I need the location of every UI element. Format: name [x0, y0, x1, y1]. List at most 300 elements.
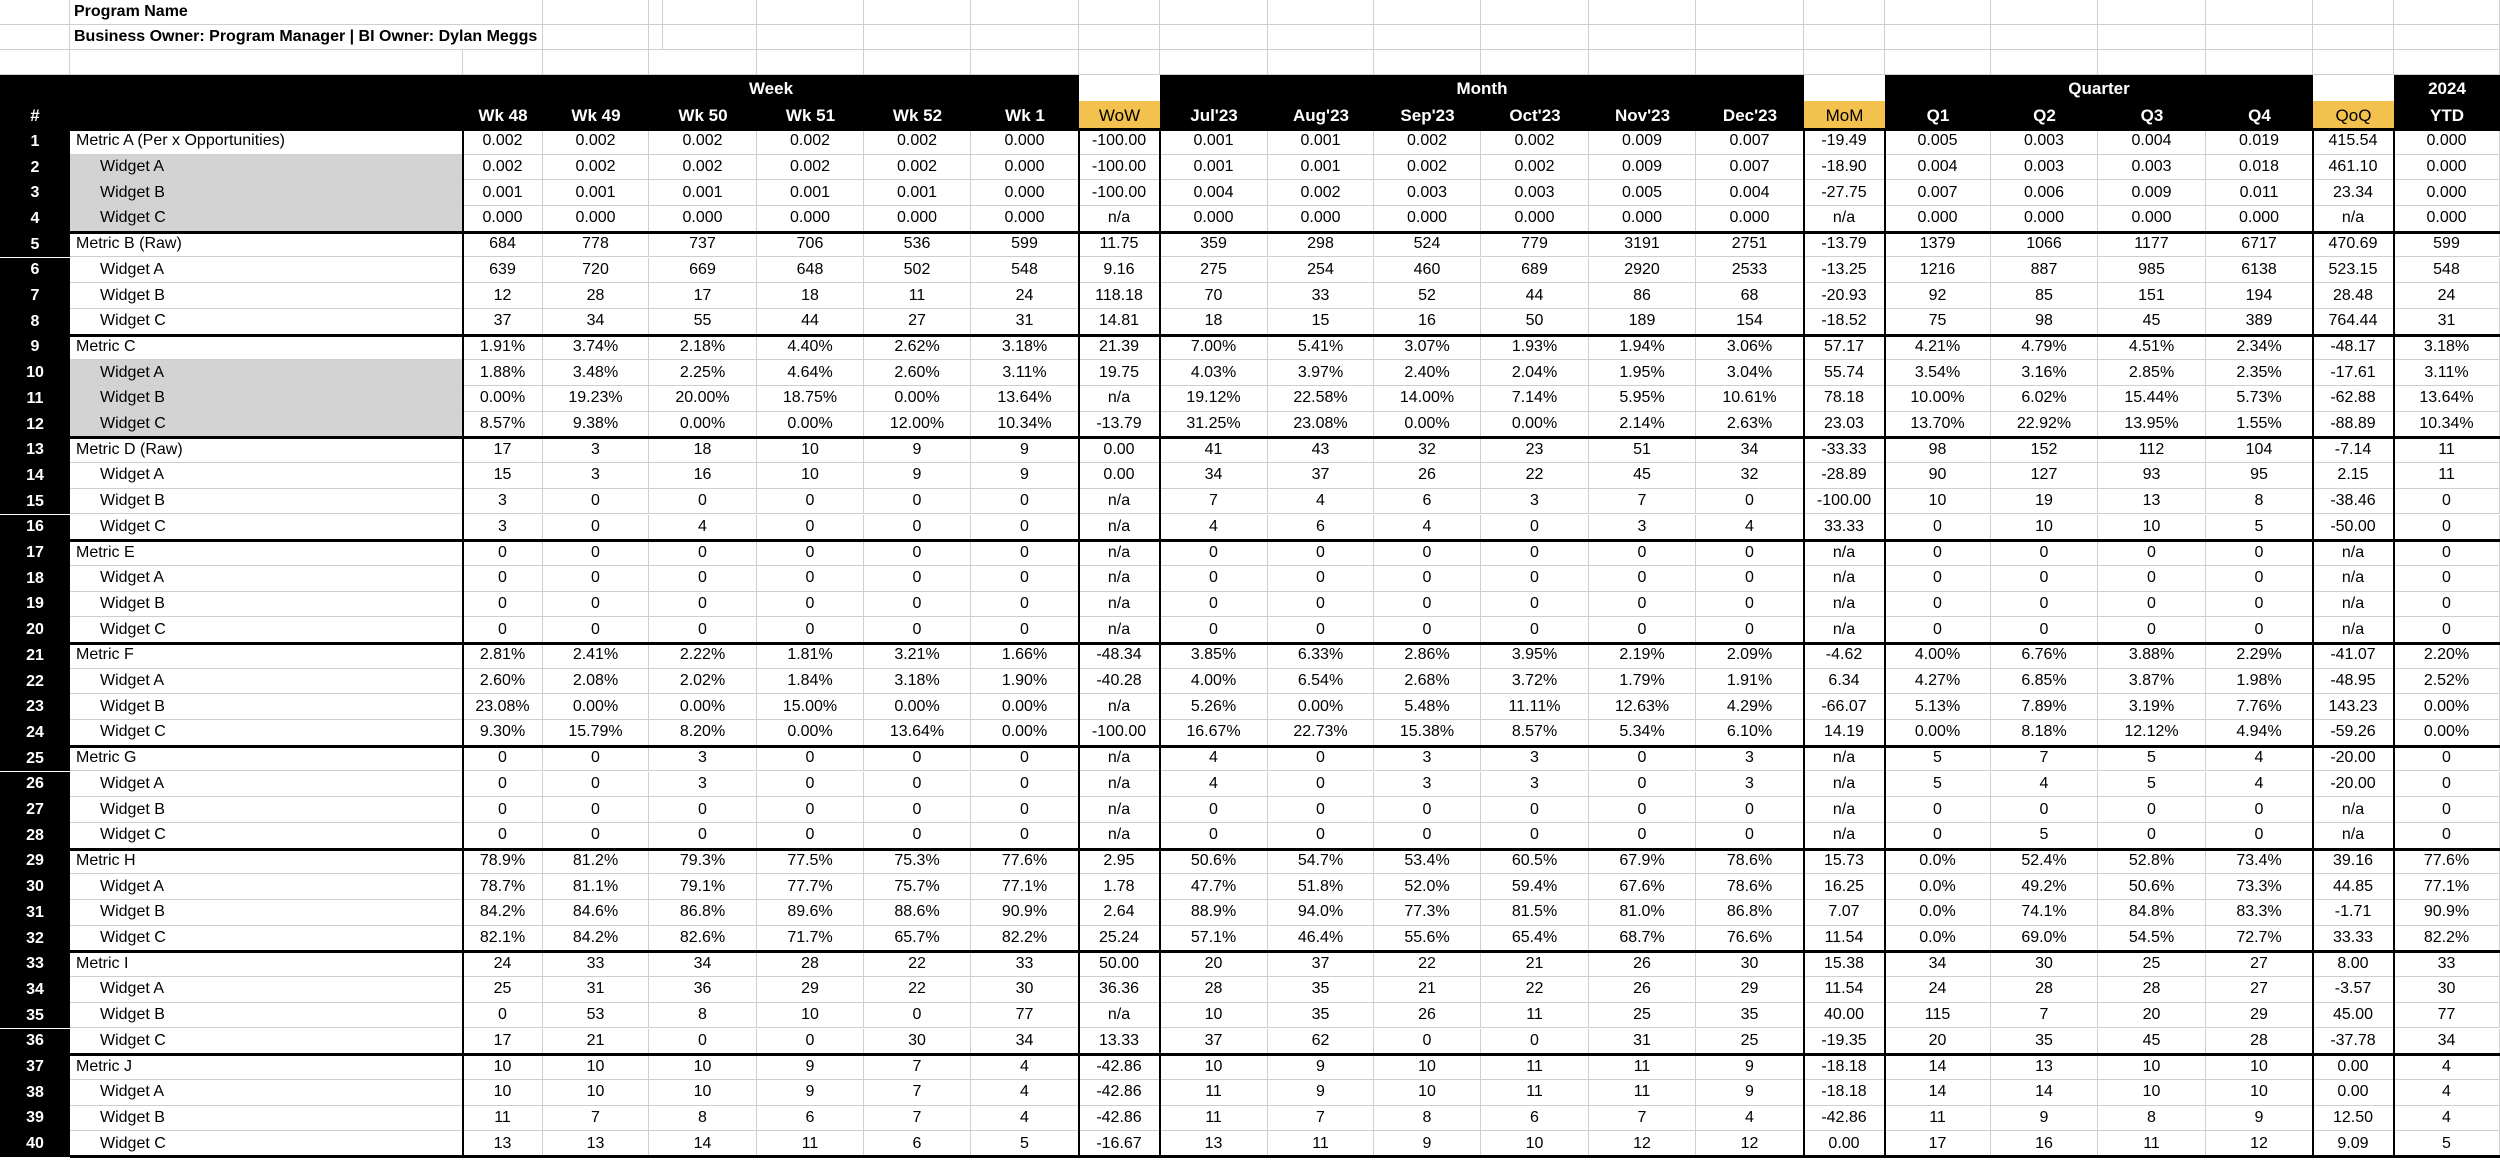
- value-cell-mom[interactable]: 23.03: [1804, 412, 1885, 438]
- grid-cell[interactable]: [1481, 25, 1589, 50]
- value-cell-wk50[interactable]: 20.00%: [649, 386, 757, 412]
- value-cell-mom[interactable]: 7.07: [1804, 900, 1885, 926]
- value-cell-sep23[interactable]: 0: [1374, 1029, 1481, 1055]
- value-cell-wk48[interactable]: 3: [463, 489, 543, 515]
- value-cell-qoq[interactable]: n/a: [2313, 206, 2394, 232]
- value-cell-nov23[interactable]: 11: [1589, 1080, 1696, 1106]
- column-header-wow[interactable]: WoW: [1079, 101, 1160, 129]
- value-cell-aug23[interactable]: 0: [1268, 772, 1374, 798]
- value-cell-wk52[interactable]: 22: [864, 977, 971, 1003]
- value-cell-oct23[interactable]: 50: [1481, 309, 1589, 335]
- value-cell-q1[interactable]: 34: [1885, 951, 1991, 977]
- value-cell-wow[interactable]: n/a: [1079, 386, 1160, 412]
- value-cell-wk1[interactable]: 24: [971, 283, 1079, 309]
- value-cell-q1[interactable]: 0: [1885, 540, 1991, 566]
- value-cell-dec23[interactable]: 0.000: [1696, 206, 1804, 232]
- grid-cell[interactable]: [864, 0, 971, 25]
- value-cell-wk49[interactable]: 13: [543, 1131, 649, 1157]
- widget-name-cell[interactable]: Widget C: [70, 1029, 463, 1055]
- value-cell-q1[interactable]: 115: [1885, 1003, 1991, 1029]
- grid-cell[interactable]: [1991, 50, 2098, 75]
- grid-cell[interactable]: [1696, 25, 1804, 50]
- value-cell-q3[interactable]: 0: [2098, 566, 2206, 592]
- value-cell-q1[interactable]: 0.000: [1885, 206, 1991, 232]
- value-cell-q3[interactable]: 11: [2098, 1131, 2206, 1157]
- value-cell-q4[interactable]: 4.94%: [2206, 720, 2313, 746]
- value-cell-wk1[interactable]: 0: [971, 746, 1079, 772]
- grid-cell[interactable]: [1374, 0, 1481, 25]
- value-cell-nov23[interactable]: 1.94%: [1589, 335, 1696, 361]
- column-header-wk48[interactable]: Wk 48: [463, 101, 543, 129]
- value-cell-jul23[interactable]: 20: [1160, 951, 1268, 977]
- value-cell-wk50[interactable]: 17: [649, 283, 757, 309]
- value-cell-q3[interactable]: 84.8%: [2098, 900, 2206, 926]
- widget-name-cell[interactable]: Widget A: [70, 1080, 463, 1106]
- grid-cell[interactable]: [2394, 50, 2500, 75]
- value-cell-wk51[interactable]: 77.7%: [757, 874, 864, 900]
- value-cell-wk51[interactable]: 89.6%: [757, 900, 864, 926]
- value-cell-ytd[interactable]: 11: [2394, 463, 2500, 489]
- value-cell-jul23[interactable]: 7: [1160, 489, 1268, 515]
- value-cell-q2[interactable]: 98: [1991, 309, 2098, 335]
- value-cell-wk48[interactable]: 0.001: [463, 180, 543, 206]
- value-cell-dec23[interactable]: 68: [1696, 283, 1804, 309]
- value-cell-nov23[interactable]: 0: [1589, 746, 1696, 772]
- widget-name-cell[interactable]: Widget A: [70, 258, 463, 284]
- value-cell-wk49[interactable]: 0.002: [543, 129, 649, 155]
- value-cell-q1[interactable]: 14: [1885, 1080, 1991, 1106]
- value-cell-qoq[interactable]: 0.00: [2313, 1054, 2394, 1080]
- value-cell-q2[interactable]: 13: [1991, 1054, 2098, 1080]
- grid-cell[interactable]: [70, 50, 463, 75]
- value-cell-aug23[interactable]: 22.58%: [1268, 386, 1374, 412]
- value-cell-wk52[interactable]: 3.18%: [864, 669, 971, 695]
- value-cell-qoq[interactable]: 23.34: [2313, 180, 2394, 206]
- value-cell-dec23[interactable]: 10.61%: [1696, 386, 1804, 412]
- value-cell-q4[interactable]: 0: [2206, 823, 2313, 849]
- value-cell-ytd[interactable]: 24: [2394, 283, 2500, 309]
- column-header-wk50[interactable]: Wk 50: [649, 101, 757, 129]
- value-cell-dec23[interactable]: 0.007: [1696, 155, 1804, 181]
- widget-name-cell[interactable]: Widget C: [70, 926, 463, 952]
- value-cell-wk50[interactable]: 55: [649, 309, 757, 335]
- metric-name-cell[interactable]: Metric I: [70, 951, 463, 977]
- value-cell-nov23[interactable]: 81.0%: [1589, 900, 1696, 926]
- value-cell-sep23[interactable]: 5.48%: [1374, 694, 1481, 720]
- grid-cell[interactable]: [649, 25, 757, 50]
- value-cell-nov23[interactable]: 3: [1589, 515, 1696, 541]
- value-cell-wk51[interactable]: 0: [757, 823, 864, 849]
- value-cell-oct23[interactable]: 65.4%: [1481, 926, 1589, 952]
- grid-cell[interactable]: [1160, 0, 1268, 25]
- value-cell-wk48[interactable]: 2.81%: [463, 643, 543, 669]
- value-cell-aug23[interactable]: 22.73%: [1268, 720, 1374, 746]
- value-cell-aug23[interactable]: 54.7%: [1268, 849, 1374, 875]
- value-cell-nov23[interactable]: 12.63%: [1589, 694, 1696, 720]
- value-cell-sep23[interactable]: 0: [1374, 617, 1481, 643]
- column-header-wk51[interactable]: Wk 51: [757, 101, 864, 129]
- value-cell-wk1[interactable]: 13.64%: [971, 386, 1079, 412]
- value-cell-wk51[interactable]: 77.5%: [757, 849, 864, 875]
- value-cell-mom[interactable]: -18.90: [1804, 155, 1885, 181]
- value-cell-aug23[interactable]: 4: [1268, 489, 1374, 515]
- value-cell-ytd[interactable]: 548: [2394, 258, 2500, 284]
- value-cell-wow[interactable]: -100.00: [1079, 129, 1160, 155]
- value-cell-dec23[interactable]: 34: [1696, 437, 1804, 463]
- grid-cell[interactable]: [1160, 25, 1268, 50]
- value-cell-oct23[interactable]: 1.93%: [1481, 335, 1589, 361]
- value-cell-wk48[interactable]: 684: [463, 232, 543, 258]
- value-cell-mom[interactable]: n/a: [1804, 617, 1885, 643]
- value-cell-oct23[interactable]: 0.002: [1481, 129, 1589, 155]
- value-cell-wk48[interactable]: 25: [463, 977, 543, 1003]
- value-cell-wk49[interactable]: 2.41%: [543, 643, 649, 669]
- value-cell-ytd[interactable]: 30: [2394, 977, 2500, 1003]
- value-cell-wk50[interactable]: 2.22%: [649, 643, 757, 669]
- value-cell-sep23[interactable]: 53.4%: [1374, 849, 1481, 875]
- value-cell-mom[interactable]: 14.19: [1804, 720, 1885, 746]
- value-cell-ytd[interactable]: 0.00%: [2394, 694, 2500, 720]
- value-cell-wow[interactable]: 11.75: [1079, 232, 1160, 258]
- value-cell-q1[interactable]: 0: [1885, 566, 1991, 592]
- value-cell-aug23[interactable]: 0.00%: [1268, 694, 1374, 720]
- value-cell-wk52[interactable]: 0.00%: [864, 694, 971, 720]
- value-cell-aug23[interactable]: 9: [1268, 1054, 1374, 1080]
- value-cell-qoq[interactable]: -17.61: [2313, 360, 2394, 386]
- value-cell-wow[interactable]: n/a: [1079, 746, 1160, 772]
- value-cell-mom[interactable]: 33.33: [1804, 515, 1885, 541]
- value-cell-aug23[interactable]: 298: [1268, 232, 1374, 258]
- value-cell-qoq[interactable]: -88.89: [2313, 412, 2394, 438]
- value-cell-wk50[interactable]: 18: [649, 437, 757, 463]
- value-cell-q4[interactable]: 0.011: [2206, 180, 2313, 206]
- value-cell-wk49[interactable]: 3: [543, 463, 649, 489]
- grid-cell[interactable]: [757, 50, 864, 75]
- value-cell-sep23[interactable]: 0: [1374, 797, 1481, 823]
- value-cell-wk49[interactable]: 0: [543, 566, 649, 592]
- value-cell-oct23[interactable]: 23: [1481, 437, 1589, 463]
- widget-name-cell[interactable]: Widget B: [70, 489, 463, 515]
- value-cell-dec23[interactable]: 35: [1696, 1003, 1804, 1029]
- value-cell-q4[interactable]: 6138: [2206, 258, 2313, 284]
- value-cell-q4[interactable]: 389: [2206, 309, 2313, 335]
- value-cell-wk1[interactable]: 0: [971, 823, 1079, 849]
- value-cell-wow[interactable]: n/a: [1079, 797, 1160, 823]
- value-cell-wk48[interactable]: 0: [463, 797, 543, 823]
- value-cell-aug23[interactable]: 94.0%: [1268, 900, 1374, 926]
- value-cell-jul23[interactable]: 31.25%: [1160, 412, 1268, 438]
- value-cell-q4[interactable]: 0: [2206, 592, 2313, 618]
- value-cell-wk52[interactable]: 88.6%: [864, 900, 971, 926]
- grid-cell[interactable]: [2394, 25, 2500, 50]
- value-cell-nov23[interactable]: 26: [1589, 951, 1696, 977]
- value-cell-wk52[interactable]: 0.002: [864, 129, 971, 155]
- value-cell-wk48[interactable]: 639: [463, 258, 543, 284]
- value-cell-nov23[interactable]: 0: [1589, 592, 1696, 618]
- value-cell-sep23[interactable]: 0.002: [1374, 129, 1481, 155]
- grid-cell[interactable]: [2206, 25, 2313, 50]
- value-cell-wk1[interactable]: 0.000: [971, 180, 1079, 206]
- value-cell-oct23[interactable]: 0.000: [1481, 206, 1589, 232]
- value-cell-mom[interactable]: -18.52: [1804, 309, 1885, 335]
- value-cell-q1[interactable]: 5: [1885, 746, 1991, 772]
- value-cell-aug23[interactable]: 0.001: [1268, 129, 1374, 155]
- metric-name-cell[interactable]: Metric C: [70, 335, 463, 361]
- value-cell-wk52[interactable]: 9: [864, 437, 971, 463]
- value-cell-q2[interactable]: 0.006: [1991, 180, 2098, 206]
- value-cell-oct23[interactable]: 2.04%: [1481, 360, 1589, 386]
- value-cell-oct23[interactable]: 3: [1481, 746, 1589, 772]
- value-cell-wk48[interactable]: 0: [463, 746, 543, 772]
- grid-cell[interactable]: [1589, 0, 1696, 25]
- column-header-wk52[interactable]: Wk 52: [864, 101, 971, 129]
- grid-cell[interactable]: [757, 0, 864, 25]
- value-cell-q1[interactable]: 0.005: [1885, 129, 1991, 155]
- value-cell-ytd[interactable]: 599: [2394, 232, 2500, 258]
- value-cell-wk49[interactable]: 0.002: [543, 155, 649, 181]
- value-cell-wow[interactable]: 1.78: [1079, 874, 1160, 900]
- value-cell-wk48[interactable]: 0: [463, 566, 543, 592]
- value-cell-wk50[interactable]: 0.000: [649, 206, 757, 232]
- value-cell-wk52[interactable]: 27: [864, 309, 971, 335]
- value-cell-wk51[interactable]: 10: [757, 437, 864, 463]
- value-cell-wk52[interactable]: 0.001: [864, 180, 971, 206]
- value-cell-oct23[interactable]: 0.002: [1481, 155, 1589, 181]
- value-cell-nov23[interactable]: 2.14%: [1589, 412, 1696, 438]
- value-cell-nov23[interactable]: 31: [1589, 1029, 1696, 1055]
- value-cell-wk52[interactable]: 0: [864, 566, 971, 592]
- column-header-wk49[interactable]: Wk 49: [543, 101, 649, 129]
- value-cell-oct23[interactable]: 22: [1481, 463, 1589, 489]
- value-cell-q1[interactable]: 0.0%: [1885, 849, 1991, 875]
- value-cell-jul23[interactable]: 16.67%: [1160, 720, 1268, 746]
- widget-name-cell[interactable]: Widget A: [70, 977, 463, 1003]
- value-cell-wk1[interactable]: 548: [971, 258, 1079, 284]
- grid-cell[interactable]: [864, 50, 971, 75]
- value-cell-q3[interactable]: 3.19%: [2098, 694, 2206, 720]
- value-cell-aug23[interactable]: 0: [1268, 617, 1374, 643]
- value-cell-wow[interactable]: -13.79: [1079, 412, 1160, 438]
- value-cell-wk1[interactable]: 77.1%: [971, 874, 1079, 900]
- value-cell-mom[interactable]: n/a: [1804, 566, 1885, 592]
- value-cell-wk50[interactable]: 2.18%: [649, 335, 757, 361]
- value-cell-dec23[interactable]: 86.8%: [1696, 900, 1804, 926]
- metric-name-cell[interactable]: Metric D (Raw): [70, 437, 463, 463]
- grid-cell[interactable]: [0, 25, 70, 50]
- value-cell-wk52[interactable]: 75.3%: [864, 849, 971, 875]
- value-cell-wk50[interactable]: 0: [649, 617, 757, 643]
- value-cell-oct23[interactable]: 0: [1481, 592, 1589, 618]
- value-cell-mom[interactable]: -66.07: [1804, 694, 1885, 720]
- value-cell-q1[interactable]: 0.0%: [1885, 926, 1991, 952]
- value-cell-q3[interactable]: 10: [2098, 1054, 2206, 1080]
- value-cell-wk50[interactable]: 0.002: [649, 155, 757, 181]
- value-cell-wk48[interactable]: 0.00%: [463, 386, 543, 412]
- column-header-q2[interactable]: Q2: [1991, 101, 2098, 129]
- value-cell-nov23[interactable]: 51: [1589, 437, 1696, 463]
- value-cell-wk51[interactable]: 0: [757, 515, 864, 541]
- widget-name-cell[interactable]: Widget B: [70, 386, 463, 412]
- value-cell-sep23[interactable]: 16: [1374, 309, 1481, 335]
- value-cell-wk52[interactable]: 0: [864, 772, 971, 798]
- value-cell-dec23[interactable]: 0: [1696, 566, 1804, 592]
- value-cell-q4[interactable]: 27: [2206, 951, 2313, 977]
- value-cell-q4[interactable]: 4: [2206, 746, 2313, 772]
- value-cell-wow[interactable]: n/a: [1079, 206, 1160, 232]
- value-cell-mom[interactable]: -42.86: [1804, 1106, 1885, 1132]
- value-cell-mom[interactable]: -19.49: [1804, 129, 1885, 155]
- value-cell-sep23[interactable]: 15.38%: [1374, 720, 1481, 746]
- value-cell-dec23[interactable]: 0: [1696, 617, 1804, 643]
- value-cell-wk49[interactable]: 21: [543, 1029, 649, 1055]
- value-cell-nov23[interactable]: 0: [1589, 540, 1696, 566]
- value-cell-qoq[interactable]: 2.15: [2313, 463, 2394, 489]
- value-cell-dec23[interactable]: 78.6%: [1696, 849, 1804, 875]
- value-cell-aug23[interactable]: 43: [1268, 437, 1374, 463]
- value-cell-oct23[interactable]: 44: [1481, 283, 1589, 309]
- value-cell-q4[interactable]: 104: [2206, 437, 2313, 463]
- value-cell-sep23[interactable]: 55.6%: [1374, 926, 1481, 952]
- value-cell-wk48[interactable]: 17: [463, 437, 543, 463]
- value-cell-qoq[interactable]: 8.00: [2313, 951, 2394, 977]
- value-cell-ytd[interactable]: 0: [2394, 823, 2500, 849]
- value-cell-wk48[interactable]: 8.57%: [463, 412, 543, 438]
- value-cell-jul23[interactable]: 88.9%: [1160, 900, 1268, 926]
- value-cell-wk1[interactable]: 33: [971, 951, 1079, 977]
- value-cell-wk50[interactable]: 0: [649, 797, 757, 823]
- value-cell-wk51[interactable]: 4.40%: [757, 335, 864, 361]
- value-cell-wow[interactable]: n/a: [1079, 823, 1160, 849]
- value-cell-q3[interactable]: 3.88%: [2098, 643, 2206, 669]
- value-cell-jul23[interactable]: 47.7%: [1160, 874, 1268, 900]
- value-cell-wk49[interactable]: 3.48%: [543, 360, 649, 386]
- value-cell-oct23[interactable]: 779: [1481, 232, 1589, 258]
- value-cell-wow[interactable]: n/a: [1079, 489, 1160, 515]
- widget-name-cell[interactable]: Widget C: [70, 617, 463, 643]
- value-cell-ytd[interactable]: 0: [2394, 489, 2500, 515]
- value-cell-q1[interactable]: 75: [1885, 309, 1991, 335]
- value-cell-wk52[interactable]: 7: [864, 1054, 971, 1080]
- value-cell-wk49[interactable]: 0: [543, 515, 649, 541]
- value-cell-nov23[interactable]: 1.95%: [1589, 360, 1696, 386]
- value-cell-sep23[interactable]: 10: [1374, 1054, 1481, 1080]
- value-cell-jul23[interactable]: 41: [1160, 437, 1268, 463]
- value-cell-jul23[interactable]: 18: [1160, 309, 1268, 335]
- value-cell-wk50[interactable]: 8: [649, 1003, 757, 1029]
- value-cell-dec23[interactable]: 9: [1696, 1080, 1804, 1106]
- value-cell-aug23[interactable]: 15: [1268, 309, 1374, 335]
- value-cell-oct23[interactable]: 0: [1481, 540, 1589, 566]
- widget-name-cell[interactable]: Widget B: [70, 694, 463, 720]
- value-cell-jul23[interactable]: 34: [1160, 463, 1268, 489]
- value-cell-sep23[interactable]: 3: [1374, 772, 1481, 798]
- value-cell-oct23[interactable]: 11.11%: [1481, 694, 1589, 720]
- value-cell-wk52[interactable]: 65.7%: [864, 926, 971, 952]
- value-cell-qoq[interactable]: 523.15: [2313, 258, 2394, 284]
- value-cell-sep23[interactable]: 0: [1374, 566, 1481, 592]
- widget-name-cell[interactable]: Widget A: [70, 155, 463, 181]
- value-cell-wk1[interactable]: 0: [971, 566, 1079, 592]
- grid-cell[interactable]: [971, 25, 1079, 50]
- value-cell-wk48[interactable]: 0.000: [463, 206, 543, 232]
- value-cell-aug23[interactable]: 0.001: [1268, 155, 1374, 181]
- value-cell-mom[interactable]: -19.35: [1804, 1029, 1885, 1055]
- column-header-q3[interactable]: Q3: [2098, 101, 2206, 129]
- grid-cell[interactable]: [543, 50, 649, 75]
- value-cell-wk48[interactable]: 9.30%: [463, 720, 543, 746]
- value-cell-q2[interactable]: 0: [1991, 540, 2098, 566]
- value-cell-aug23[interactable]: 6.33%: [1268, 643, 1374, 669]
- value-cell-q1[interactable]: 24: [1885, 977, 1991, 1003]
- value-cell-ytd[interactable]: 0: [2394, 617, 2500, 643]
- value-cell-wk1[interactable]: 3.11%: [971, 360, 1079, 386]
- value-cell-q4[interactable]: 72.7%: [2206, 926, 2313, 952]
- value-cell-wk51[interactable]: 10: [757, 1003, 864, 1029]
- grid-cell[interactable]: [2098, 25, 2206, 50]
- value-cell-mom[interactable]: n/a: [1804, 206, 1885, 232]
- value-cell-q4[interactable]: 10: [2206, 1054, 2313, 1080]
- grid-cell[interactable]: [1374, 50, 1481, 75]
- value-cell-sep23[interactable]: 460: [1374, 258, 1481, 284]
- value-cell-wk49[interactable]: 31: [543, 977, 649, 1003]
- value-cell-wk51[interactable]: 15.00%: [757, 694, 864, 720]
- value-cell-q3[interactable]: 0.009: [2098, 180, 2206, 206]
- value-cell-wk48[interactable]: 0: [463, 592, 543, 618]
- value-cell-wk51[interactable]: 11: [757, 1131, 864, 1157]
- value-cell-aug23[interactable]: 5.41%: [1268, 335, 1374, 361]
- value-cell-qoq[interactable]: -38.46: [2313, 489, 2394, 515]
- value-cell-wk50[interactable]: 14: [649, 1131, 757, 1157]
- value-cell-aug23[interactable]: 0.000: [1268, 206, 1374, 232]
- value-cell-wow[interactable]: 14.81: [1079, 309, 1160, 335]
- value-cell-qoq[interactable]: 0.00: [2313, 1080, 2394, 1106]
- value-cell-wk1[interactable]: 0: [971, 540, 1079, 566]
- value-cell-q1[interactable]: 20: [1885, 1029, 1991, 1055]
- value-cell-qoq[interactable]: 12.50: [2313, 1106, 2394, 1132]
- value-cell-mom[interactable]: n/a: [1804, 746, 1885, 772]
- value-cell-wk49[interactable]: 0: [543, 540, 649, 566]
- value-cell-mom[interactable]: 78.18: [1804, 386, 1885, 412]
- value-cell-aug23[interactable]: 11: [1268, 1131, 1374, 1157]
- value-cell-wk49[interactable]: 3.74%: [543, 335, 649, 361]
- value-cell-q3[interactable]: 25: [2098, 951, 2206, 977]
- value-cell-jul23[interactable]: 50.6%: [1160, 849, 1268, 875]
- grid-cell[interactable]: [971, 0, 1079, 25]
- value-cell-ytd[interactable]: 0: [2394, 797, 2500, 823]
- value-cell-oct23[interactable]: 21: [1481, 951, 1589, 977]
- value-cell-wow[interactable]: -100.00: [1079, 720, 1160, 746]
- value-cell-nov23[interactable]: 86: [1589, 283, 1696, 309]
- value-cell-q1[interactable]: 4.27%: [1885, 669, 1991, 695]
- value-cell-wk50[interactable]: 0: [649, 823, 757, 849]
- value-cell-wk48[interactable]: 78.7%: [463, 874, 543, 900]
- grid-cell[interactable]: [0, 0, 70, 25]
- value-cell-wk49[interactable]: 0: [543, 489, 649, 515]
- value-cell-wk1[interactable]: 9: [971, 463, 1079, 489]
- column-header-q1[interactable]: Q1: [1885, 101, 1991, 129]
- value-cell-dec23[interactable]: 12: [1696, 1131, 1804, 1157]
- value-cell-jul23[interactable]: 10: [1160, 1054, 1268, 1080]
- value-cell-mom[interactable]: -20.93: [1804, 283, 1885, 309]
- value-cell-wow[interactable]: 118.18: [1079, 283, 1160, 309]
- value-cell-ytd[interactable]: 11: [2394, 437, 2500, 463]
- value-cell-q2[interactable]: 6.76%: [1991, 643, 2098, 669]
- value-cell-jul23[interactable]: 0.001: [1160, 155, 1268, 181]
- value-cell-wk1[interactable]: 1.66%: [971, 643, 1079, 669]
- value-cell-wow[interactable]: n/a: [1079, 515, 1160, 541]
- value-cell-wk51[interactable]: 1.81%: [757, 643, 864, 669]
- value-cell-dec23[interactable]: 25: [1696, 1029, 1804, 1055]
